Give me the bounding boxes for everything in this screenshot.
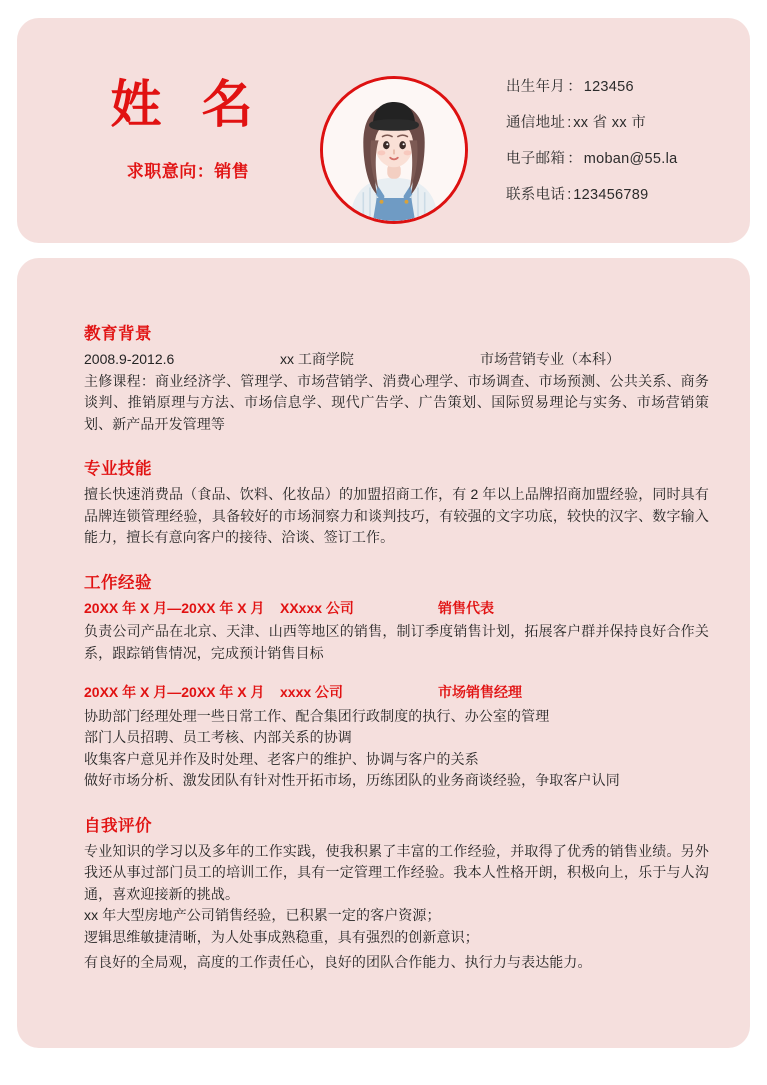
job-company: xxxx 公司 xyxy=(280,684,344,700)
page-title: 姓 名 xyxy=(110,76,266,133)
self-evaluation-bullet: 有良好的全局观，高度的工作责任心，良好的团队合作能力、执行力与表达能力。 xyxy=(84,954,592,970)
body-card xyxy=(17,258,750,1048)
contact-separator: : xyxy=(567,187,572,203)
contact-value: 123456 xyxy=(583,79,634,95)
avatar xyxy=(320,76,468,224)
contact-label: 电子邮箱 xyxy=(506,151,566,167)
education-courses: 主修课程：商业经济学、管理学、市场营销学、消费心理学、市场调查、市场预测、公共关系、商务谈判、推销原理与方法、市场信息学、现代广告学、广告策划、国际贸易理论与实务、市场营销策划、新产品开发管理等 xyxy=(84,372,709,432)
job-duty: 做好市场分析、激发团队有针对性开拓市场，历练团队的业务商谈经验，争取客户认同 xyxy=(84,772,620,788)
job-entry xyxy=(84,598,709,665)
self-evaluation-paragraph: 专业知识的学习以及多年的工作实践，使我积累了丰富的工作经验，并取得了优秀的销售业绩。另外我还从事过部门员工的培训工作，具有一定管理工作经验。我本人性格开朗，积极向上，乐于与人沟通，喜欢迎接新的挑战。 xyxy=(84,842,709,902)
job-period: 20XX 年 X 月—20XX 年 X 月 xyxy=(84,599,265,616)
contact-value: 123456789 xyxy=(573,187,649,203)
avatar-illustration-icon xyxy=(323,79,465,221)
section-title-work: 工作经验 xyxy=(84,573,152,592)
body-inner xyxy=(84,320,709,994)
job-entry xyxy=(84,682,709,792)
section-self-evaluation xyxy=(84,812,709,974)
header-card xyxy=(17,18,750,243)
job-header-row xyxy=(84,682,709,704)
section-title-self-evaluation: 自我评价 xyxy=(84,816,152,835)
contact-label: 通信地址 xyxy=(506,115,566,131)
job-duty: 协助部门经理处理一些日常工作、配合集团行政制度的执行、办公室的管理 xyxy=(84,707,550,724)
section-work-experience xyxy=(84,569,709,792)
contact-row-address xyxy=(506,111,751,147)
self-evaluation-bullet: xx 年大型房地产公司销售经验，已积累一定的客户资源； xyxy=(84,907,441,923)
job-role: 销售代表 xyxy=(438,599,494,616)
job-intent: 求职意向：销售 xyxy=(126,161,250,181)
skills-body: 擅长快速消费品（食品、饮料、化妆品）的加盟招商工作，有 2 年以上品牌招商加盟经验，同时具有品牌连锁管理经验，具备较好的市场洞察力和谈判技巧，有较强的文字功底，较快的汉字、数字输入能力，擅长有意向客户的接待、洽谈、签订工作。 xyxy=(84,486,709,545)
job-company: XXxxx 公司 xyxy=(280,599,354,616)
contact-row-phone xyxy=(506,183,751,219)
contact-list xyxy=(506,75,751,219)
section-title-skills: 专业技能 xyxy=(84,460,152,478)
education-school: xx 工商学院 xyxy=(280,351,354,367)
contact-separator: ： xyxy=(567,151,582,167)
section-title-education: 教育背景 xyxy=(84,325,152,343)
job-duty: 负责公司产品在北京、天津、山西等地区的销售，制订季度销售计划，拓展客户群并保持良好合作关系，跟踪销售情况，完成预计销售目标 xyxy=(84,623,709,661)
self-evaluation-bullet: 逻辑思维敏捷清晰，为人处事成熟稳重，具有强烈的创新意识； xyxy=(84,928,479,945)
job-duty: 部门人员招聘、员工考核、内部关系的协调 xyxy=(84,729,352,745)
job-period: 20XX 年 X 月—20XX 年 X 月 xyxy=(84,684,265,700)
contact-separator: : xyxy=(567,115,572,131)
contact-value: moban@55.la xyxy=(583,151,678,167)
job-duty: 收集客户意见并作及时处理、老客户的维护、协调与客户的关系 xyxy=(84,750,479,767)
section-skills xyxy=(84,455,709,549)
job-header-row xyxy=(84,598,709,620)
education-major: 市场营销专业（本科） xyxy=(480,351,620,367)
job-role: 市场销售经理 xyxy=(438,684,522,700)
contact-value: xx 省 xx 市 xyxy=(573,115,647,131)
contact-separator: ： xyxy=(567,79,582,95)
contact-row-email xyxy=(506,147,751,183)
name-block xyxy=(63,78,313,182)
contact-label: 出生年月 xyxy=(506,79,566,95)
education-period: 2008.9-2012.6 xyxy=(84,351,175,367)
section-education xyxy=(84,320,709,435)
education-meta-row xyxy=(84,349,709,371)
contact-row-birth xyxy=(506,75,751,111)
contact-label: 联系电话 xyxy=(506,187,566,203)
